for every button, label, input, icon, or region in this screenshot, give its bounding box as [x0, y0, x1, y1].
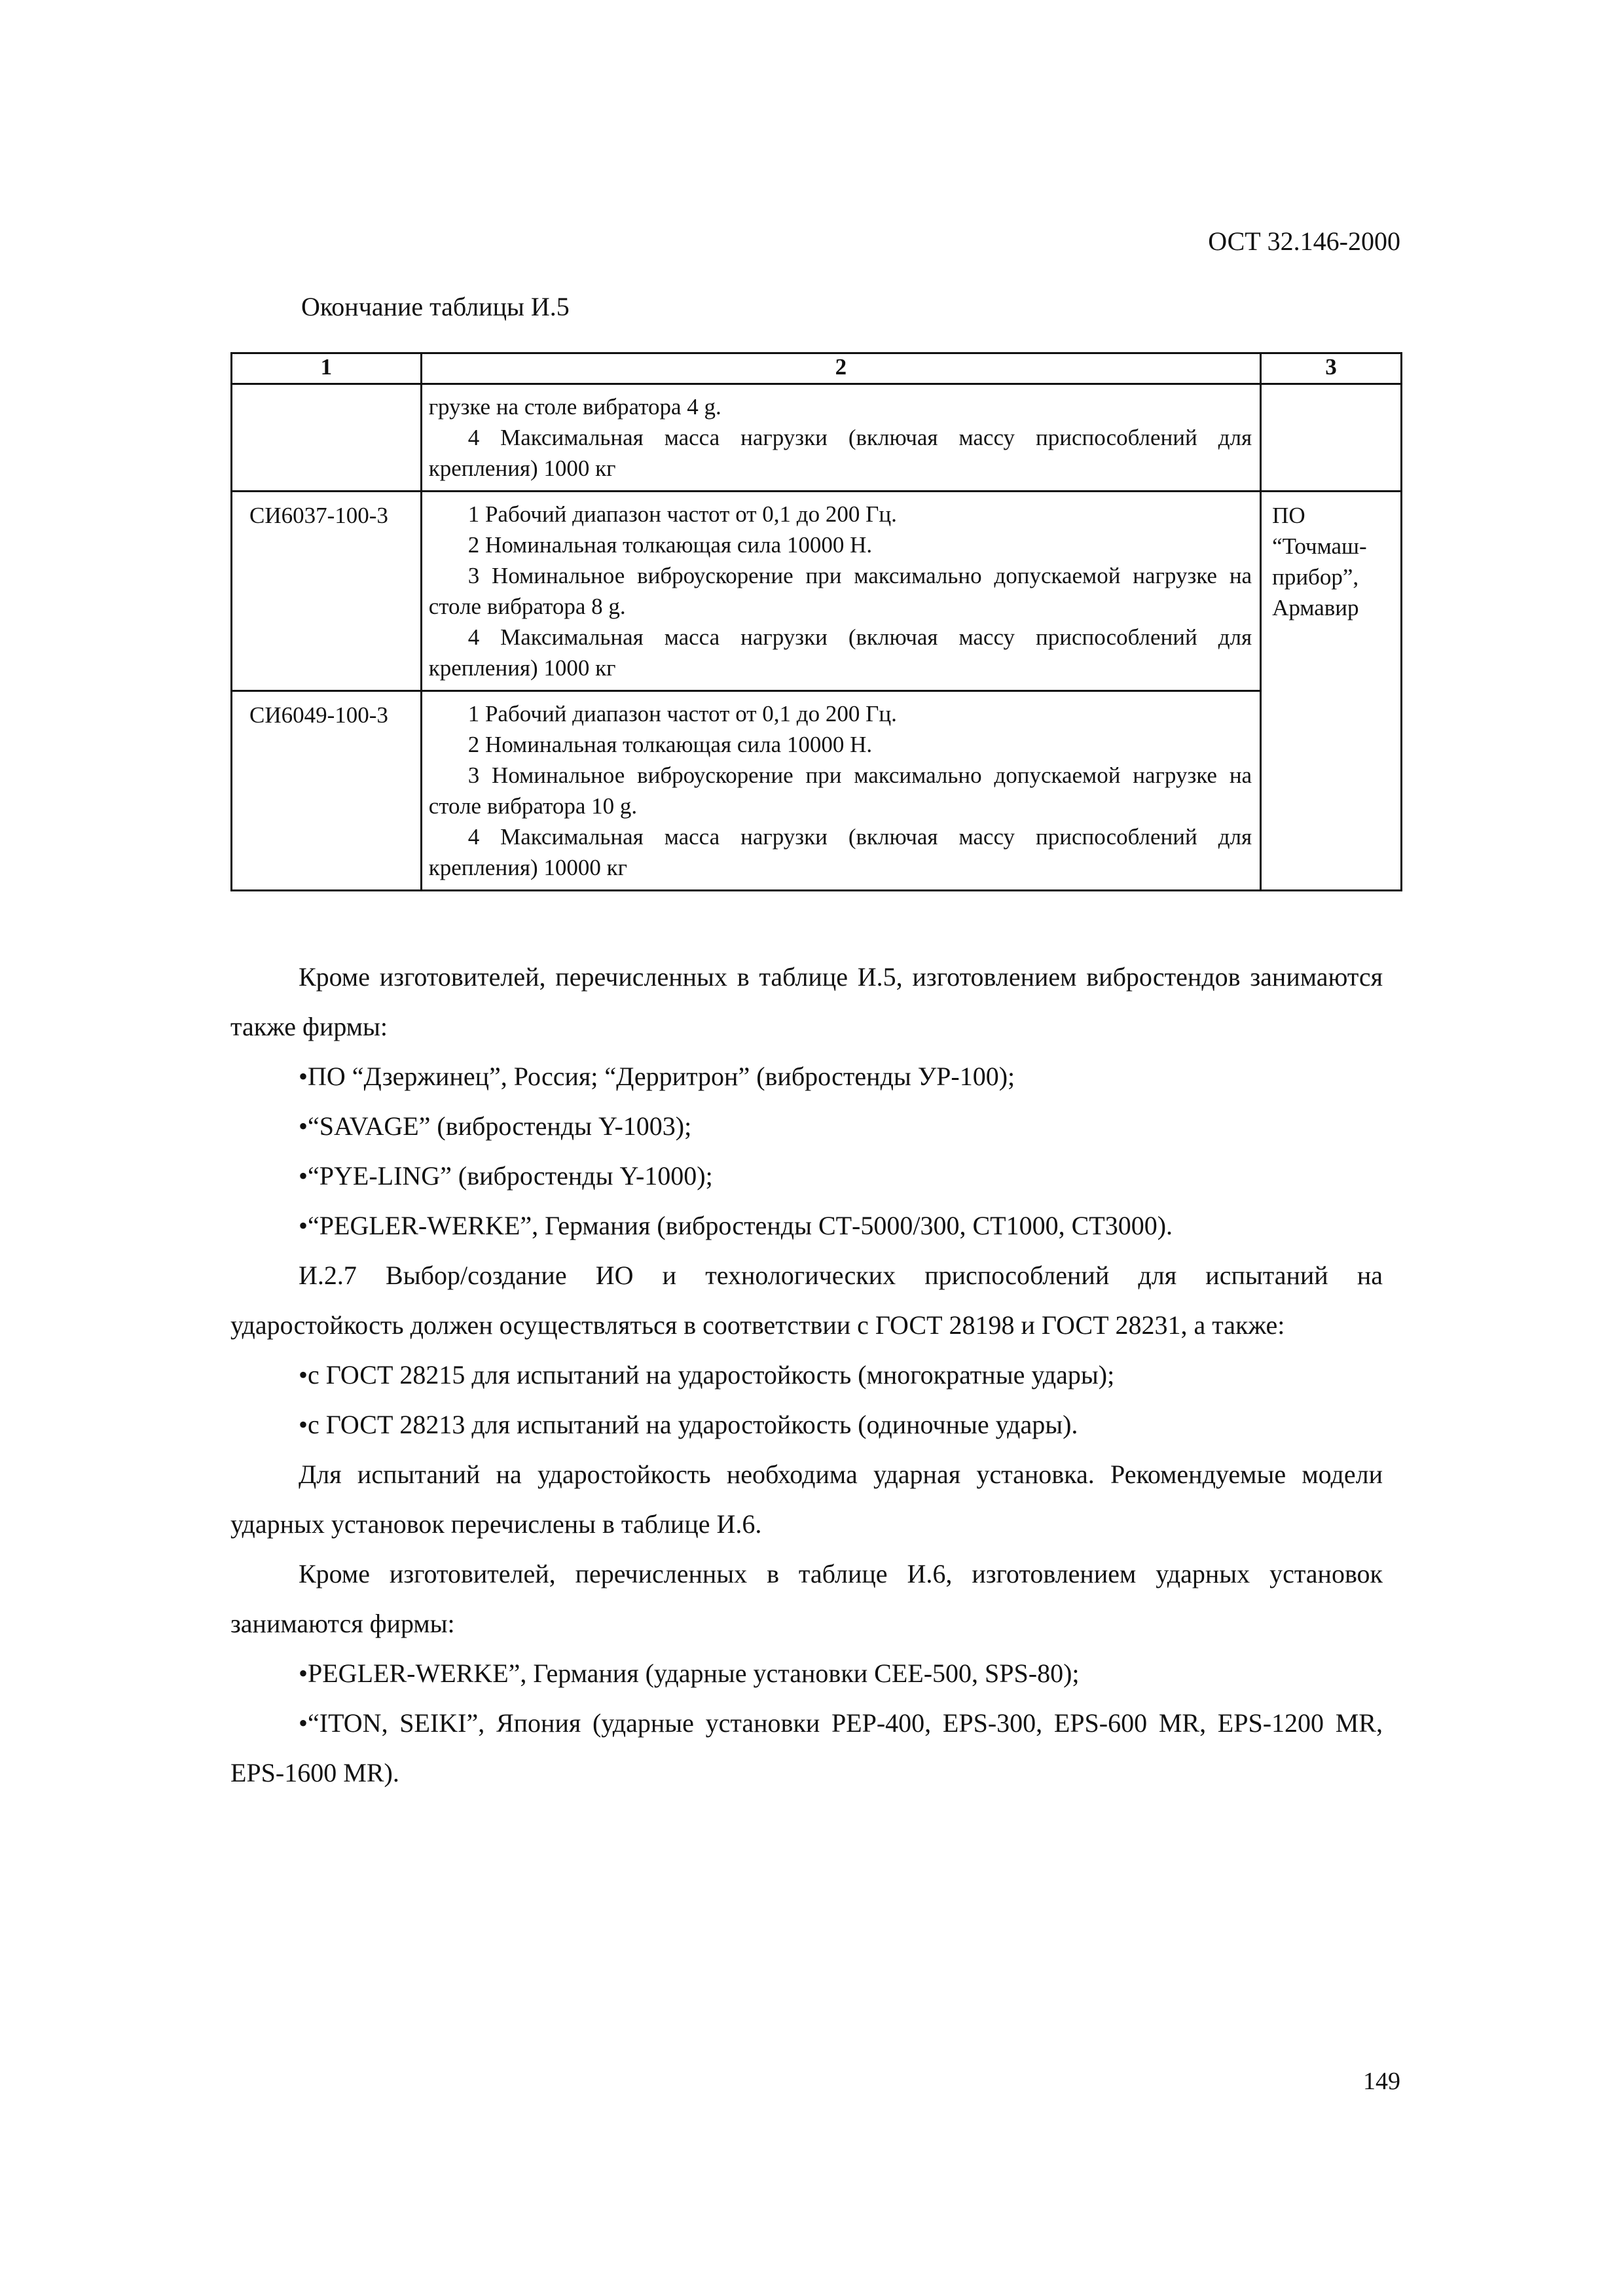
equipment-table — [230, 352, 1402, 891]
list-item: •ПО “Дзержинец”, Россия; “Дерритрон” (вибростенды УР-100); — [299, 1062, 1015, 1091]
table-row — [232, 384, 1402, 492]
manufacturer-line: “Точмаш- — [1272, 533, 1367, 559]
spec-line: грузке на столе вибратора 4 g. — [428, 394, 721, 420]
manufacturer-line: Армавир — [1272, 595, 1359, 620]
spec-line: 2 Номинальная толкающая сила 10000 Н. — [467, 532, 873, 558]
spec-line: 4 Максимальная масса нагрузки (включая массу приспособлений для крепления) 10000 кг — [428, 824, 1252, 880]
spec-line: 2 Номинальная толкающая сила 10000 Н. — [467, 732, 873, 757]
manufacturer-line: ПО — [1272, 503, 1305, 528]
list-item: •PEGLER-WERKE”, Германия (ударные установки CEE-500, SPS-80); — [299, 1659, 1080, 1688]
model-cell: СИ6037-100-3 — [232, 492, 422, 691]
list-item: •“ITON, SEIKI”, Япония (ударные установки PEP-400, EPS-300, EPS-600 MR, EPS-1200 MR, EPS-1600 MR). — [230, 1708, 1383, 1787]
table-caption: Окончание таблицы И.5 — [301, 292, 570, 321]
page-number: 149 — [1363, 2068, 1400, 2095]
column-header: 1 — [232, 353, 422, 384]
table-row — [232, 691, 1402, 891]
list-item: •с ГОСТ 28213 для испытаний на ударостойкость (одиночные удары). — [299, 1410, 1078, 1439]
list-item: •“PEGLER-WERKE”, Германия (вибростенды СТ-5000/300, СТ1000, СТ3000). — [299, 1211, 1173, 1240]
manufacturer-cell — [1261, 384, 1402, 492]
body-text — [230, 952, 1383, 1798]
description-cell — [421, 384, 1260, 492]
document-code: ОСТ 32.146-2000 — [1208, 226, 1400, 256]
spec-line: 1 Рабочий диапазон частот от 0,1 до 200 Гц. — [467, 501, 897, 527]
spec-line: 4 Максимальная масса нагрузки (включая массу приспособлений для крепления) 1000 кг — [428, 624, 1252, 681]
model-cell — [232, 384, 422, 492]
list-item: •с ГОСТ 28215 для испытаний на ударостойкость (многократные удары); — [299, 1360, 1115, 1390]
column-header: 3 — [1261, 353, 1402, 384]
paragraph: И.2.7 Выбор/создание ИО и технологических приспособлений для испытаний на ударостойкость должен осуществляться в соответствии с ГОСТ 28198 и ГОСТ 28231, а также: — [230, 1261, 1383, 1340]
spec-line: 1 Рабочий диапазон частот от 0,1 до 200 Гц. — [467, 701, 897, 726]
paragraph: Для испытаний на ударостойкость необходима ударная установка. Рекомендуемые модели ударных установок перечислены в таблице И.6. — [230, 1460, 1383, 1539]
spec-line: 3 Номинальное виброускорение при максимально допускаемой нагрузке на столе вибратора 10 g. — [428, 762, 1252, 819]
manufacturer-cell — [1261, 492, 1402, 891]
description-cell — [421, 492, 1260, 691]
paragraph: Кроме изготовителей, перечисленных в таблице И.6, изготовлением ударных установок занимаются фирмы: — [230, 1559, 1383, 1638]
model-cell: СИ6049-100-3 — [232, 691, 422, 891]
list-item: •“PYE-LING” (вибростенды Y-1000); — [299, 1161, 713, 1191]
column-header: 2 — [421, 353, 1260, 384]
table-header-row — [232, 353, 1402, 384]
table-row — [232, 492, 1402, 691]
description-cell — [421, 691, 1260, 891]
spec-line: 4 Максимальная масса нагрузки (включая массу приспособлений для крепления) 1000 кг — [428, 425, 1252, 481]
manufacturer-line: прибор”, — [1272, 564, 1359, 590]
list-item: •“SAVAGE” (вибростенды Y-1003); — [299, 1111, 692, 1141]
paragraph: Кроме изготовителей, перечисленных в таблице И.5, изготовлением вибростендов занимаются также фирмы: — [230, 962, 1383, 1041]
spec-line: 3 Номинальное виброускорение при максимально допускаемой нагрузке на столе вибратора 8 g. — [428, 563, 1252, 619]
